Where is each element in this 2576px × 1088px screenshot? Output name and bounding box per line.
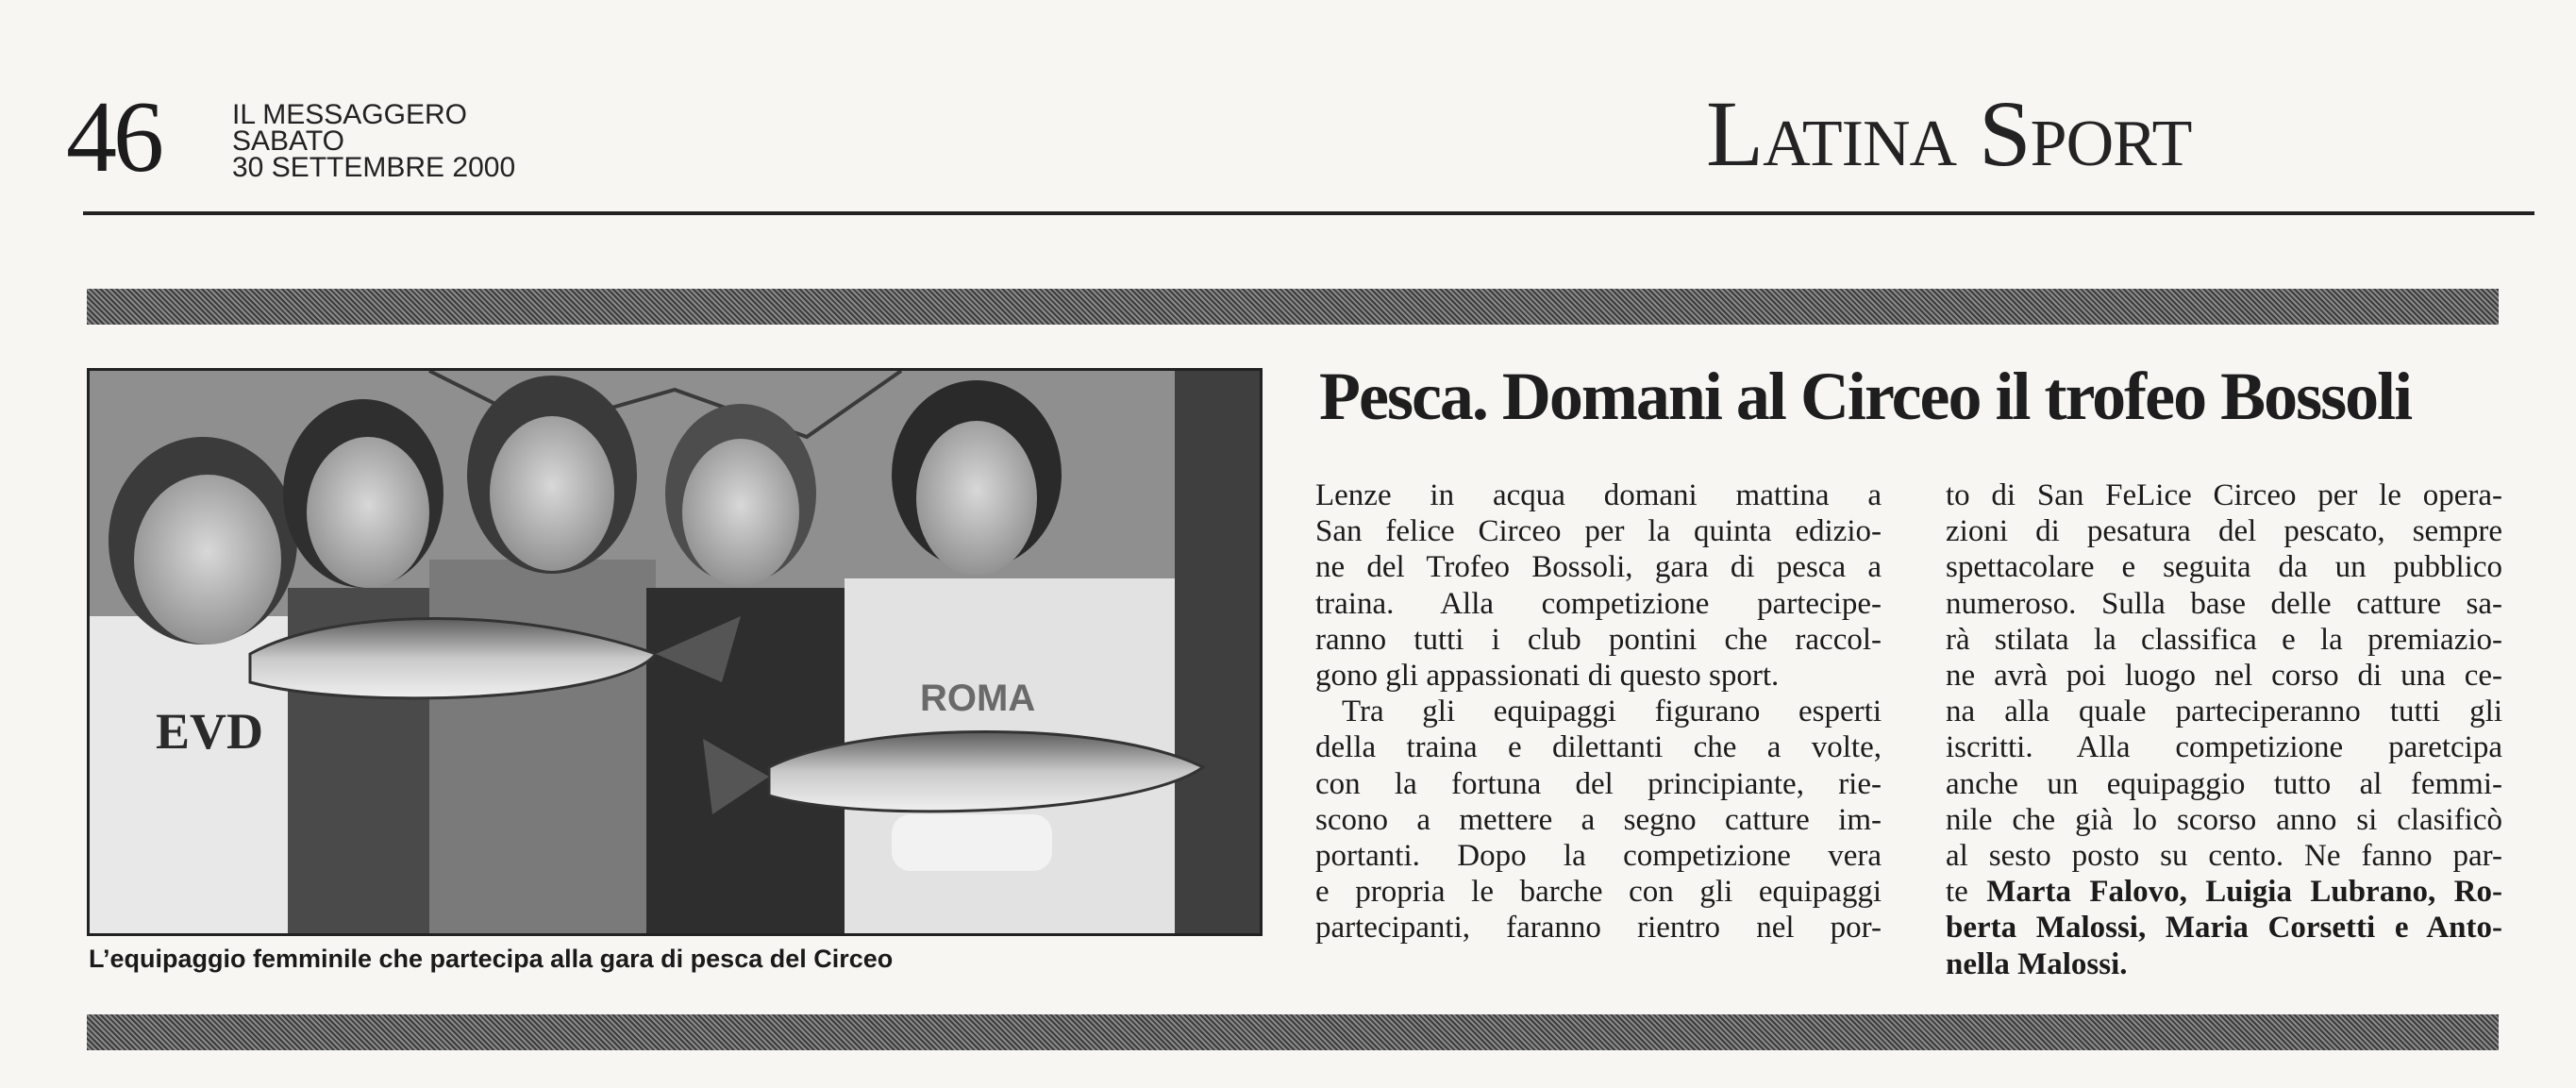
text-line: na alla quale parteciperanno tutti gli bbox=[1946, 695, 2502, 729]
text-line: portanti. Dopo la competizione vera bbox=[1315, 839, 1882, 874]
decorative-band-bottom bbox=[87, 1014, 2499, 1050]
newspaper-name: IL MESSAGGERO bbox=[232, 99, 467, 130]
issue-date: 30 SETTEMBRE 2000 bbox=[232, 152, 516, 183]
text-line-names bbox=[1946, 874, 2502, 910]
text-line: della traina e dilettanti che a volte, bbox=[1315, 730, 1882, 765]
article-column-1 bbox=[1315, 477, 1882, 987]
text-line: Lenze in acqua domani mattina a bbox=[1315, 478, 1882, 512]
article-headline: Pesca. Domani al Circeo il trofeo Bossoli bbox=[1319, 359, 2412, 434]
text-line: traina. Alla competizione partecipe- bbox=[1315, 586, 1882, 621]
article-photo bbox=[87, 368, 1263, 936]
masthead-info bbox=[232, 99, 516, 183]
crew-names: berta Malossi, Maria Corsetti e Anto- bbox=[1946, 911, 2502, 946]
text-line-prefix: te bbox=[1946, 875, 1987, 910]
text-line: anche un equipaggio tutto al femmi- bbox=[1946, 766, 2502, 801]
text-line: gono gli appassionati di questo sport. bbox=[1315, 659, 1780, 694]
text-line: partecipanti, faranno rientro nel por- bbox=[1315, 911, 1882, 946]
article-column-2 bbox=[1946, 477, 2502, 987]
text-line: ranno tutti i club pontini che raccol- bbox=[1315, 622, 1882, 657]
page-number: 46 bbox=[66, 81, 160, 193]
issue-day: SABATO bbox=[232, 126, 344, 157]
text-line: e propria le barche con gli equipaggi bbox=[1315, 875, 1882, 910]
text-line: ne del Trofeo Bossoli, gara di pesca a bbox=[1315, 550, 1882, 585]
text-line: al sesto posto su cento. Ne fanno par- bbox=[1946, 839, 2502, 874]
text-line: con la fortuna del principiante, rie- bbox=[1315, 766, 1882, 801]
photo-illustration bbox=[90, 371, 1260, 933]
text-line: nile che già lo scorso anno si clasificò bbox=[1946, 802, 2502, 837]
text-line: ne avrà poi luogo nel corso di una ce- bbox=[1946, 659, 2502, 694]
header-rule bbox=[83, 211, 2534, 215]
photo-caption: L’equipaggio femminile che partecipa alla gara di pesca del Circeo bbox=[89, 945, 894, 973]
shirt-text-left: EVD bbox=[156, 703, 264, 760]
text-line: spettacolare e seguita da un pubblico bbox=[1946, 550, 2502, 585]
text-line: San felice Circeo per la quinta edizio- bbox=[1315, 514, 1882, 549]
text-line: rà stilata la classifica e la premiazio- bbox=[1946, 622, 2502, 657]
text-line: Tra gli equipaggi figurano esperti bbox=[1342, 695, 1882, 729]
decorative-band-top bbox=[87, 289, 2499, 325]
text-line: to di San FeLice Circeo per le opera- bbox=[1946, 478, 2502, 512]
text-line-names bbox=[1946, 910, 2502, 946]
text-line: iscritti. Alla competizione paretcipa bbox=[1946, 730, 2502, 765]
crew-names: Marta Falovo, Luigia Lubrano, Ro- bbox=[1986, 875, 2502, 910]
shirt-text-right: ROMA bbox=[920, 678, 1036, 719]
text-line-names bbox=[1946, 946, 2502, 982]
text-line: zioni di pesatura del pescato, sempre bbox=[1946, 514, 2502, 549]
crew-names: nella Malossi. bbox=[1946, 946, 2128, 981]
section-title: Latina Sport bbox=[1706, 81, 2192, 186]
text-line: scono a mettere a segno catture im- bbox=[1315, 802, 1882, 837]
text-line: numeroso. Sulla base delle catture sa- bbox=[1946, 586, 2502, 621]
